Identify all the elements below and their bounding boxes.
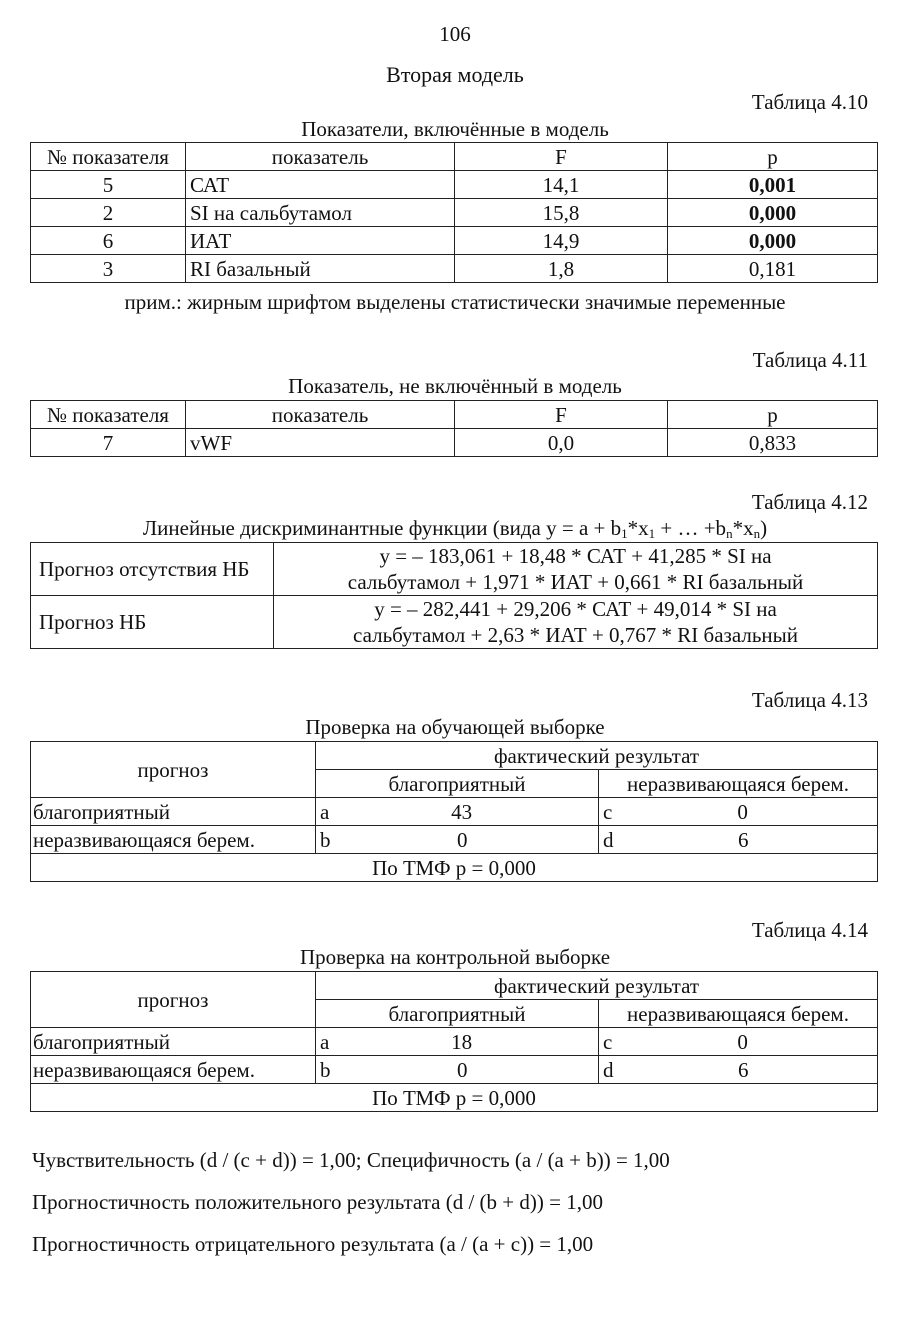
table-4-10-caption: Показатели, включённые в модель xyxy=(301,117,609,141)
table-cell: 7 xyxy=(31,429,186,457)
header-cell: p xyxy=(668,143,878,171)
cell-letter: b xyxy=(320,1058,331,1082)
table-header-row xyxy=(31,742,878,770)
table-cell xyxy=(599,1028,878,1056)
page-number: 106 xyxy=(439,22,471,46)
table-cell: Прогноз НБ xyxy=(31,596,274,649)
table-cell: vWF xyxy=(186,429,455,457)
summary-line: Прогностичность отрицательного результата (a / (a + c)) = 1,00 xyxy=(32,1232,594,1256)
caption-part: Линейные дискриминантные функции (вида y = a + b xyxy=(142,516,622,540)
table-cell: 15,8 xyxy=(455,199,668,227)
table-row xyxy=(31,826,878,854)
cell-letter: d xyxy=(603,828,614,852)
table-4-14 xyxy=(30,971,878,1112)
table-4-13 xyxy=(30,741,878,882)
table-cell xyxy=(316,826,599,854)
table-cell: 5 xyxy=(31,171,186,199)
table-header-row xyxy=(31,143,878,171)
table-cell xyxy=(316,1056,599,1084)
table-header-row xyxy=(31,972,878,1000)
table-4-14-caption: Проверка на контрольной выборке xyxy=(299,945,611,969)
cell-letter: c xyxy=(603,800,613,824)
table-cell: SI на сальбутамол xyxy=(186,199,455,227)
formula-line: сальбутамол + 1,971 * ИАТ + 0,661 * RI базальный xyxy=(347,570,804,594)
table-footer-row xyxy=(31,854,878,882)
table-cell: 0,000 xyxy=(668,199,878,227)
table-4-12 xyxy=(30,542,878,649)
caption-sub: 1 xyxy=(621,526,628,541)
cell-value: 0 xyxy=(457,828,468,852)
header-cell: показатель xyxy=(186,401,455,429)
table-note: прим.: жирным шрифтом выделены статистически значимые переменные xyxy=(124,290,786,314)
header-cell: неразвивающаяся берем. xyxy=(599,1000,878,1028)
header-cell: показатель xyxy=(186,143,455,171)
cell-value: 0 xyxy=(737,800,748,824)
cell-letter: a xyxy=(320,1030,330,1054)
table-cell: 6 xyxy=(31,227,186,255)
cell-value: 43 xyxy=(451,800,473,824)
header-cell: F xyxy=(455,401,668,429)
table-row xyxy=(31,1056,878,1084)
header-cell: благоприятный xyxy=(316,770,599,798)
header-cell: благоприятный xyxy=(316,1000,599,1028)
cell-letter: d xyxy=(603,1058,614,1082)
table-cell: благоприятный xyxy=(31,798,316,826)
cell-value: 6 xyxy=(738,828,749,852)
table-cell: благоприятный xyxy=(31,1028,316,1056)
formula-line: y = – 183,061 + 18,48 * САТ + 41,285 * SI на xyxy=(379,544,772,568)
header-cell: F xyxy=(455,143,668,171)
caption-part: ) xyxy=(760,516,768,540)
cell-value: 0 xyxy=(457,1058,468,1082)
cell-value: 18 xyxy=(451,1030,473,1054)
table-row xyxy=(31,429,878,457)
table-footer-row xyxy=(31,1084,878,1112)
table-cell: 14,9 xyxy=(455,227,668,255)
cell-value: 0 xyxy=(737,1030,748,1054)
caption-part: *x xyxy=(627,516,649,540)
caption-sub: 1 xyxy=(648,526,656,541)
table-cell: 3 xyxy=(31,255,186,283)
header-cell: фактический результат xyxy=(316,742,878,770)
caption-sub: n xyxy=(726,526,733,541)
table-4-12-label: Таблица 4.12 xyxy=(751,490,868,514)
table-row xyxy=(31,1028,878,1056)
header-cell: прогноз xyxy=(31,972,316,1028)
table-cell xyxy=(599,1056,878,1084)
table-row xyxy=(31,543,878,596)
caption-sub: n xyxy=(753,526,761,541)
summary-line: Прогностичность положительного результата (d / (b + d)) = 1,00 xyxy=(32,1190,603,1214)
table-header-row xyxy=(31,401,878,429)
cell-value: 6 xyxy=(738,1058,749,1082)
header-cell: фактический результат xyxy=(316,972,878,1000)
table-row xyxy=(31,171,878,199)
caption-part: + … +b xyxy=(655,516,727,540)
table-cell: 0,001 xyxy=(668,171,878,199)
table-cell: САТ xyxy=(186,171,455,199)
table-cell xyxy=(274,543,878,596)
table-row xyxy=(31,798,878,826)
formula-line: сальбутамол + 2,63 * ИАТ + 0,767 * RI базальный xyxy=(353,623,798,647)
table-4-12-caption xyxy=(0,516,910,541)
table-4-11-label: Таблица 4.11 xyxy=(752,348,868,372)
table-row xyxy=(31,199,878,227)
table-cell: неразвивающаяся берем. xyxy=(31,826,316,854)
table-cell: 0,181 xyxy=(668,255,878,283)
table-cell xyxy=(599,826,878,854)
table-cell: Прогноз отсутствия НБ xyxy=(31,543,274,596)
summary-line: Чувствительность (d / (c + d)) = 1,00; Специфичность (a / (a + b)) = 1,00 xyxy=(32,1148,670,1172)
table-cell xyxy=(599,798,878,826)
cell-letter: c xyxy=(603,1030,613,1054)
table-4-10-label: Таблица 4.10 xyxy=(751,90,868,114)
table-cell xyxy=(316,798,599,826)
table-cell: 0,833 xyxy=(668,429,878,457)
section-title: Вторая модель xyxy=(386,62,524,87)
table-cell: 0,0 xyxy=(455,429,668,457)
table-cell: 2 xyxy=(31,199,186,227)
table-4-13-label: Таблица 4.13 xyxy=(751,688,868,712)
table-cell: 0,000 xyxy=(668,227,878,255)
table-cell: 14,1 xyxy=(455,171,668,199)
table-4-11-caption: Показатель, не включённый в модель xyxy=(288,374,622,398)
header-cell: p xyxy=(668,401,878,429)
header-cell: № показателя xyxy=(31,401,186,429)
table-footer: По ТМФ p = 0,000 xyxy=(31,854,878,882)
table-cell: RI базальный xyxy=(186,255,455,283)
table-row xyxy=(31,255,878,283)
header-cell: прогноз xyxy=(31,742,316,798)
table-4-13-caption: Проверка на обучающей выборке xyxy=(305,715,605,739)
caption-part: *x xyxy=(732,516,754,540)
cell-letter: b xyxy=(320,828,331,852)
table-4-14-label: Таблица 4.14 xyxy=(751,918,868,942)
table-row xyxy=(31,596,878,649)
table-cell: 1,8 xyxy=(455,255,668,283)
table-cell: ИАТ xyxy=(186,227,455,255)
table-footer: По ТМФ p = 0,000 xyxy=(31,1084,878,1112)
formula-line: y = – 282,441 + 29,206 * САТ + 49,014 * SI на xyxy=(374,597,777,621)
table-4-10 xyxy=(30,142,878,283)
table-4-11 xyxy=(30,400,878,457)
header-cell: неразвивающаяся берем. xyxy=(599,770,878,798)
cell-letter: a xyxy=(320,800,330,824)
table-cell xyxy=(316,1028,599,1056)
table-cell xyxy=(274,596,878,649)
header-cell: № показателя xyxy=(31,143,186,171)
table-row xyxy=(31,227,878,255)
table-cell: неразвивающаяся берем. xyxy=(31,1056,316,1084)
